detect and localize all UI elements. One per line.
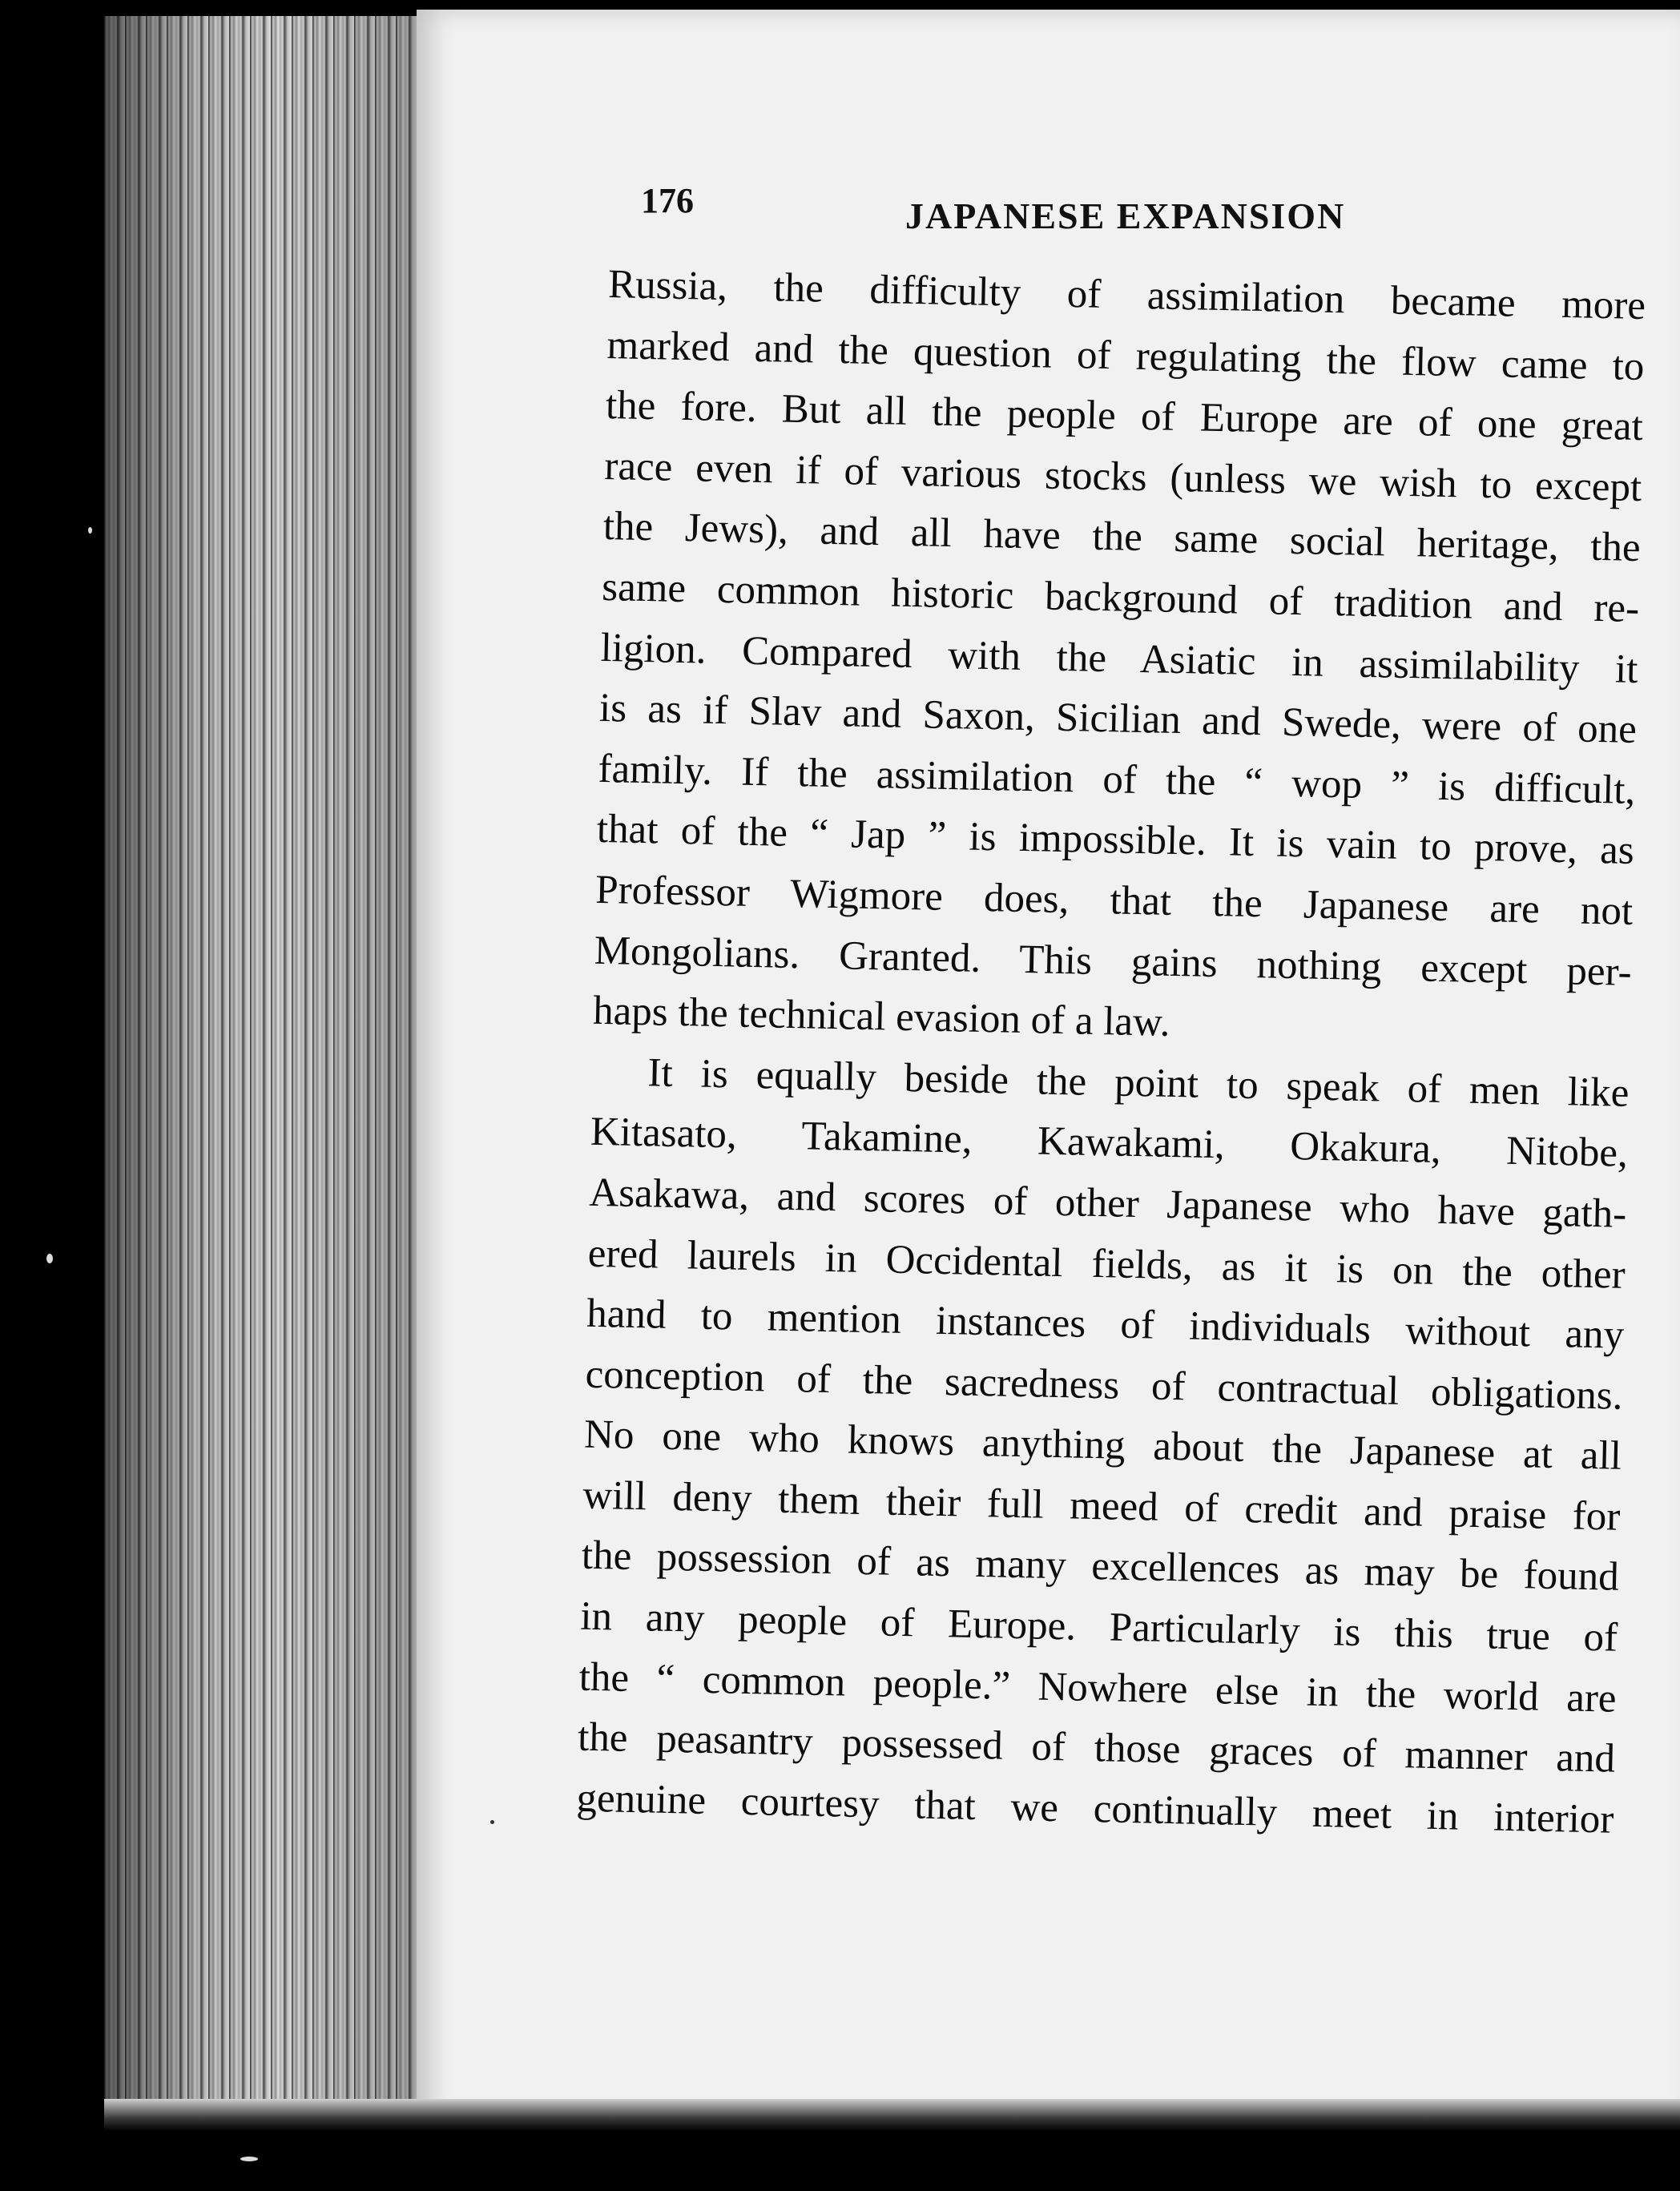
text-line: ered laurels in Occidental fields, as it is on the other: [587, 1230, 1626, 1298]
text-line: that of the “ Jap ” is impossible. It is vain to prove, as: [596, 807, 1635, 874]
text-line: Professor Wigmore does, that the Japanese are not: [594, 867, 1634, 934]
text-line: the peasantry possessed of those graces of manner and: [577, 1714, 1616, 1782]
text-line: in any people of Europe. Particularly is this true of: [579, 1593, 1618, 1661]
dust-speck: [88, 527, 92, 534]
text-line: Kitasato, Takamine, Kawakami, Okakura, Nitobe,: [590, 1110, 1629, 1177]
text-line: Asakawa, and scores of other Japanese who have gath-: [588, 1170, 1627, 1237]
text-line: family. If the assimilation of the “ wop ” is difficult,: [597, 746, 1636, 813]
text-line: haps the technical evasion of a law.: [592, 988, 1170, 1045]
text-line: hand to mention instances of individuals without any: [586, 1291, 1625, 1358]
text-line: Russia, the difficulty of assimilation became more: [607, 261, 1646, 329]
text-line: same common historic background of tradition and re-: [601, 564, 1640, 631]
text-line: the possession of as many excellences as may be found: [581, 1533, 1620, 1601]
page-edges-shadow: [104, 16, 425, 2123]
running-head: JAPANESE EXPANSION: [905, 195, 1346, 236]
text-line: ligion. Compared with the Asiatic in assimilability it: [600, 625, 1639, 692]
text-line: is as if Slav and Saxon, Sicilian and Swede, were of one: [598, 686, 1638, 753]
text-line: the “ common people.” Nowhere else in the world are: [578, 1654, 1618, 1722]
text-line: Mongolians. Granted. This gains nothing except per-: [594, 928, 1633, 995]
text-line: race even if of various stocks (unless we wish to except: [603, 443, 1642, 510]
dust-speck: [46, 1254, 53, 1263]
body-text: [576, 255, 1646, 1851]
page-bottom-edge: [104, 2099, 1680, 2131]
text-line: genuine courtesy that we continually meet in interior: [576, 1775, 1614, 1843]
text-line: No one who knows anything about the Japanese at all: [583, 1412, 1622, 1480]
text-line: marked and the question of regulating the flow came to: [606, 322, 1645, 389]
dust-speck: [240, 2157, 258, 2161]
text-line: the Jews), and all have the same social heritage, the: [602, 504, 1642, 571]
page-header: [641, 172, 1602, 244]
text-line: the fore. But all the people of Europe are of one great: [605, 383, 1644, 450]
text-line: will deny them their full meed of credit and praise for: [582, 1472, 1621, 1540]
text-line: conception of the sacredness of contractual obligations.: [585, 1351, 1624, 1419]
dust-speck: [490, 1820, 494, 1824]
text-line: It is equally beside the point to speak of men like: [647, 1049, 1630, 1116]
page-number: 176: [641, 181, 694, 220]
